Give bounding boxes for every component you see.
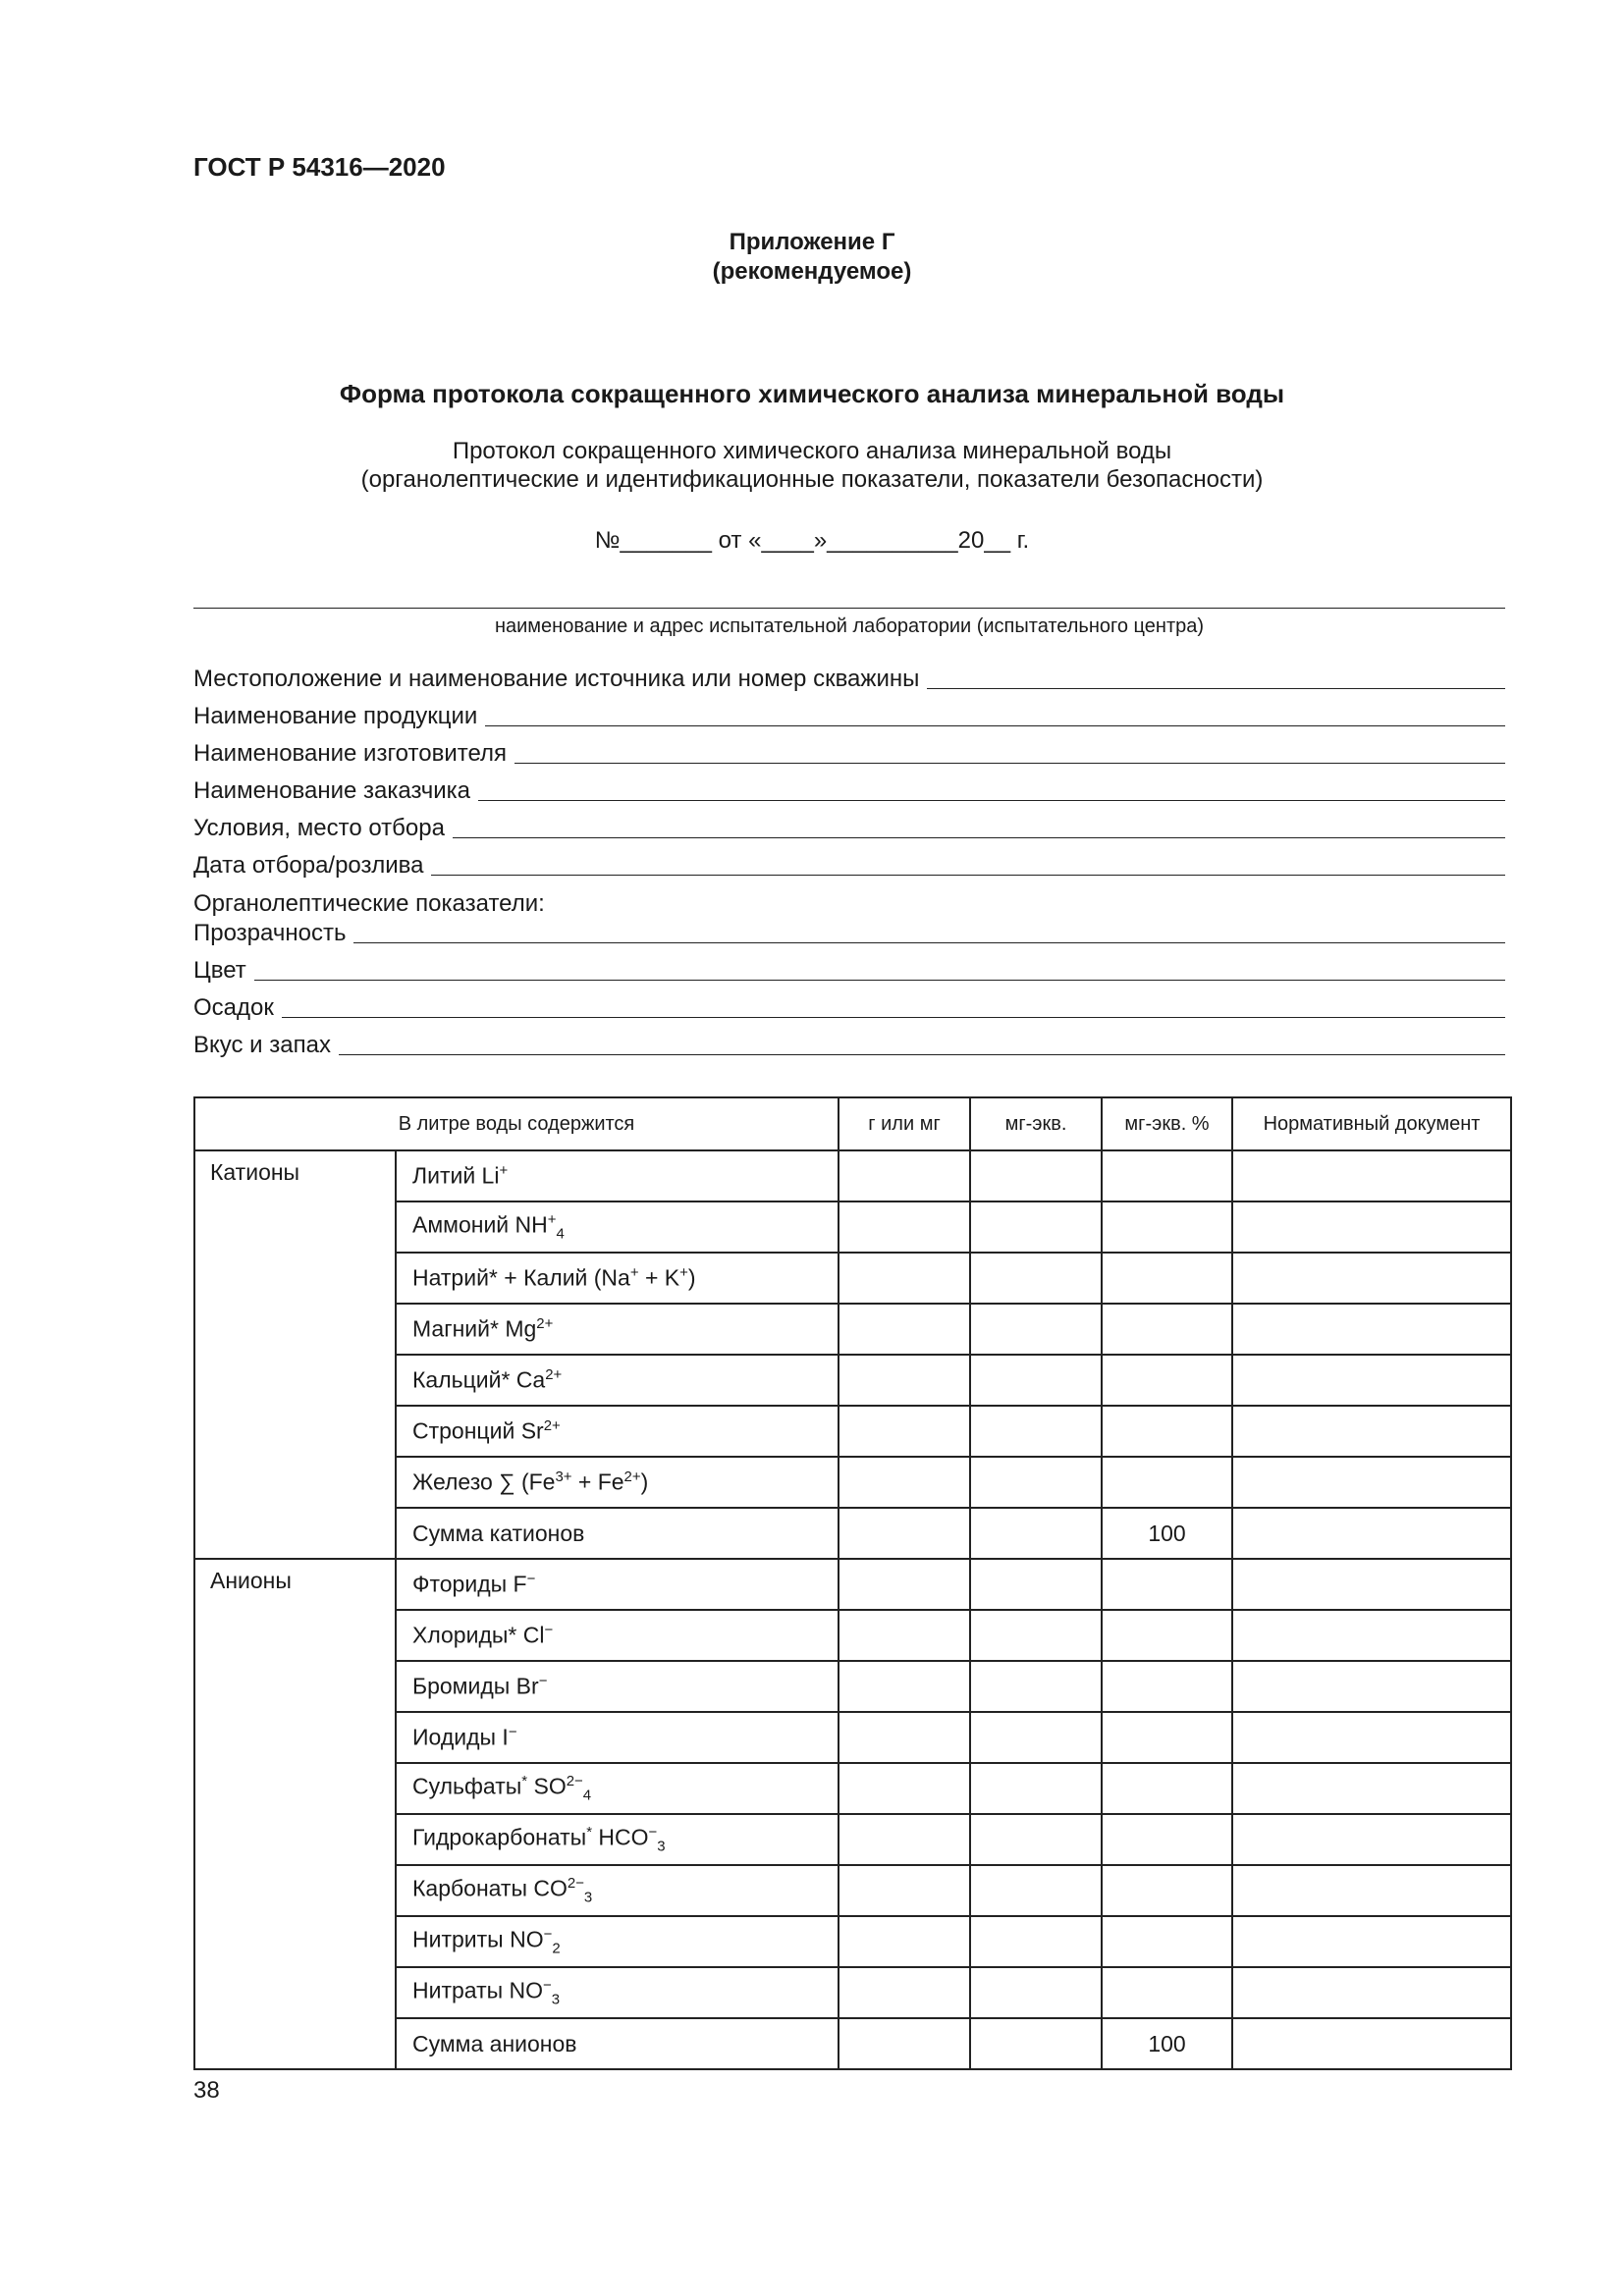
date-input[interactable] [431,857,1505,876]
table-header-row [194,1097,1511,1150]
customer-field-row [193,777,1505,805]
product-label: Наименование продукции [193,703,478,729]
cell-norm-doc[interactable] [1232,1201,1511,1253]
row-label-strontium: Стронций $Sr^{2+}$ [396,1406,839,1457]
color-input[interactable] [254,962,1505,981]
manufacturer-input[interactable] [514,745,1505,764]
cell-mg-eq[interactable] [970,1763,1102,1814]
cell-mg-eq-pct[interactable] [1102,1406,1232,1457]
cell-norm-doc[interactable] [1232,1967,1511,2018]
row-label-sulfates: Сульфаты* $SO^{2-}_4$ [396,1763,839,1814]
cell-g-mg[interactable] [839,1253,970,1304]
cell-mg-eq[interactable] [970,1201,1102,1253]
cell-mg-eq[interactable] [970,1150,1102,1201]
cell-g-mg[interactable] [839,1661,970,1712]
row-label-lithium: Литий Li+ [396,1150,839,1201]
cell-norm-doc[interactable] [1232,1355,1511,1406]
cell-norm-doc[interactable] [1232,2018,1511,2069]
cell-g-mg[interactable] [839,1559,970,1610]
row-label-anions-sum: Сумма анионов [396,2018,839,2069]
cell-mg-eq[interactable] [970,1610,1102,1661]
taste-label: Вкус и запах [193,1032,331,1058]
source-field-row [193,666,1505,693]
table-row [194,1559,1511,1610]
cell-g-mg[interactable] [839,1201,970,1253]
customer-input[interactable] [478,782,1505,801]
row-label-cations-sum: Сумма катионов [396,1508,839,1559]
row-label-sodium-potassium: Натрий* + Калий (Na+ + K+) [396,1253,839,1304]
header-norm-doc: Нормативный документ [1232,1097,1511,1150]
cell-g-mg[interactable] [839,1304,970,1355]
row-label-magnesium: Магний* $Mg^{2+}$ [396,1304,839,1355]
row-label-nitrites: Нитриты $NO^-_2$ [396,1916,839,1967]
cell-mg-eq[interactable] [970,1916,1102,1967]
protocol-number-line[interactable]: №_______ от «____»__________20__ г. [594,527,1030,554]
taste-input[interactable] [339,1037,1505,1055]
sampling-input[interactable] [453,820,1505,838]
row-label-carbonates: Карбонаты $CO^{2-}_3$ [396,1865,839,1916]
cell-mg-eq[interactable] [970,1508,1102,1559]
sampling-field-row [193,815,1505,842]
cell-norm-doc[interactable] [1232,1559,1511,1610]
taste-field-row [193,1032,1505,1059]
cell-mg-eq-pct[interactable] [1102,1916,1232,1967]
lab-name-field[interactable] [193,608,1505,609]
cell-mg-eq[interactable] [970,2018,1102,2069]
color-field-row [193,957,1505,985]
transparency-input[interactable] [353,925,1505,943]
cell-mg-eq-pct[interactable] [1102,1763,1232,1814]
row-label-ammonium: Аммоний $NH^+_4$ [396,1201,839,1253]
cations-group-label: Катионы [194,1150,396,1559]
cell-mg-eq[interactable] [970,1406,1102,1457]
cell-mg-eq-pct[interactable] [1102,1559,1232,1610]
source-input[interactable] [927,670,1505,689]
transparency-field-row [193,920,1505,947]
row-label-hydrocarbonates: Гидрокарбонаты* $HCO^-_3$ [396,1814,839,1865]
protocol-title: Протокол сокращенного химического анализа минеральной воды [452,438,1172,464]
cell-norm-doc[interactable] [1232,1712,1511,1763]
appendix-kind: (рекомендуемое) [712,258,912,285]
customer-label: Наименование заказчика [193,777,470,804]
cell-norm-doc[interactable] [1232,1150,1511,1201]
manufacturer-label: Наименование изготовителя [193,740,507,767]
date-field-row [193,852,1505,880]
cell-mg-eq[interactable] [970,1355,1102,1406]
cell-g-mg[interactable] [839,1865,970,1916]
cell-mg-eq-pct[interactable] [1102,1253,1232,1304]
cell-mg-eq[interactable] [970,1253,1102,1304]
cell-g-mg[interactable] [839,1508,970,1559]
protocol-subtitle: (органолептические и идентификационные показатели, показатели безопасности) [360,466,1264,493]
sediment-label: Осадок [193,994,274,1021]
cell-g-mg[interactable] [839,1763,970,1814]
cell-mg-eq-pct[interactable] [1102,1712,1232,1763]
table-row [194,1150,1511,1201]
cell-norm-doc[interactable] [1232,1406,1511,1457]
sampling-label: Условия, место отбора [193,815,445,841]
header-mg-eq: мг-экв. [970,1097,1102,1150]
page-number: 38 [193,2077,220,2104]
date-label: Дата отбора/розлива [193,852,424,879]
appendix-title: Приложение Г [729,229,895,255]
cell-mg-eq-pct[interactable] [1102,1355,1232,1406]
cell-g-mg[interactable] [839,1712,970,1763]
anions-sum-pct: 100 [1102,2018,1232,2069]
row-label-calcium: Кальций* $Ca^{2+}$ [396,1355,839,1406]
product-input[interactable] [485,708,1505,726]
row-label-iodides: Иодиды I− [396,1712,839,1763]
cell-g-mg[interactable] [839,1150,970,1201]
cell-mg-eq[interactable] [970,1967,1102,2018]
cell-mg-eq[interactable] [970,1865,1102,1916]
cell-g-mg[interactable] [839,1967,970,2018]
cell-norm-doc[interactable] [1232,1457,1511,1508]
row-label-bromides: Бромиды Br− [396,1661,839,1712]
cell-g-mg[interactable] [839,1610,970,1661]
cell-norm-doc[interactable] [1232,1304,1511,1355]
cell-mg-eq-pct[interactable] [1102,1967,1232,2018]
lab-caption: наименование и адрес испытательной лаборатории (испытательного центра) [494,615,1205,637]
cell-mg-eq-pct[interactable] [1102,1610,1232,1661]
anions-group-label: Анионы [194,1559,396,2069]
row-label-nitrates: Нитраты $NO^-_3$ [396,1967,839,2018]
cell-mg-eq-pct[interactable] [1102,1661,1232,1712]
cell-g-mg[interactable] [839,1406,970,1457]
cell-g-mg[interactable] [839,1916,970,1967]
sediment-input[interactable] [282,999,1505,1018]
header-content: В литре воды содержится [194,1097,839,1150]
cell-g-mg[interactable] [839,1814,970,1865]
cell-norm-doc[interactable] [1232,1916,1511,1967]
row-label-chlorides: Хлориды* Cl− [396,1610,839,1661]
cell-g-mg[interactable] [839,1457,970,1508]
cell-g-mg[interactable] [839,2018,970,2069]
cell-mg-eq-pct[interactable] [1102,1304,1232,1355]
cell-norm-doc[interactable] [1232,1865,1511,1916]
product-field-row [193,703,1505,730]
cell-mg-eq[interactable] [970,1304,1102,1355]
form-title: Форма протокола сокращенного химического анализа минеральной воды [339,379,1285,408]
cell-norm-doc[interactable] [1232,1253,1511,1304]
cell-mg-eq-pct[interactable] [1102,1201,1232,1253]
cell-mg-eq-pct[interactable] [1102,1457,1232,1508]
cell-mg-eq[interactable] [970,1814,1102,1865]
cations-sum-pct: 100 [1102,1508,1232,1559]
organoleptic-heading: Органолептические показатели: [193,890,545,917]
source-label: Местоположение и наименование источника или номер скважины [193,666,920,692]
cell-norm-doc[interactable] [1232,1610,1511,1661]
cell-mg-eq[interactable] [970,1559,1102,1610]
sediment-field-row [193,994,1505,1022]
row-label-iron: Железо ∑ $(Fe^{3+} + Fe^{2+})$ [396,1457,839,1508]
cell-mg-eq-pct[interactable] [1102,1865,1232,1916]
cell-mg-eq[interactable] [970,1661,1102,1712]
cell-mg-eq[interactable] [970,1457,1102,1508]
header-g-mg: г или мг [839,1097,970,1150]
cell-mg-eq-pct[interactable] [1102,1150,1232,1201]
cell-norm-doc[interactable] [1232,1661,1511,1712]
row-label-fluorides: Фториды F− [396,1559,839,1610]
cell-norm-doc[interactable] [1232,1763,1511,1814]
color-label: Цвет [193,957,246,984]
manufacturer-field-row [193,740,1505,768]
standard-code: ГОСТ Р 54316—2020 [193,152,446,182]
header-mg-eq-pct: мг-экв. % [1102,1097,1232,1150]
cell-mg-eq[interactable] [970,1712,1102,1763]
cell-g-mg[interactable] [839,1355,970,1406]
transparency-label: Прозрачность [193,920,347,946]
cell-mg-eq-pct[interactable] [1102,1814,1232,1865]
cell-norm-doc[interactable] [1232,1508,1511,1559]
analysis-table [193,1096,1512,2070]
cell-norm-doc[interactable] [1232,1814,1511,1865]
